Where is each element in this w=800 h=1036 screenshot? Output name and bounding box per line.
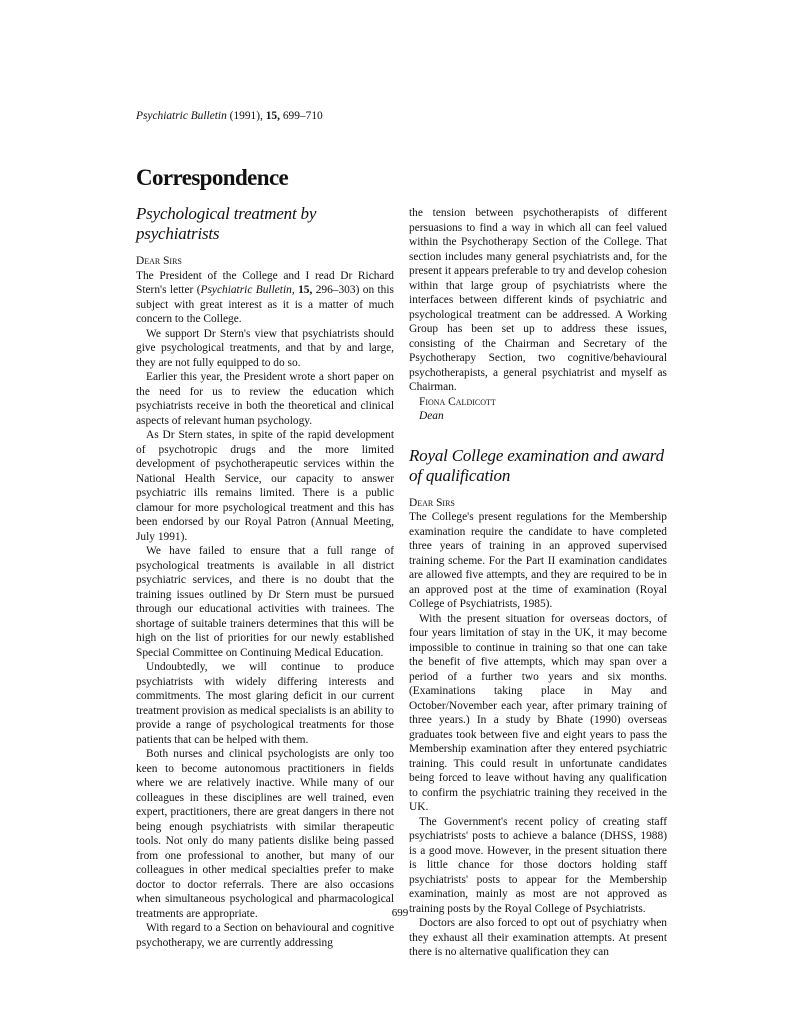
right-column — [409, 206, 667, 960]
author-role: Dean — [419, 410, 444, 422]
signature-name — [409, 395, 667, 410]
author-name: Fiona Caldicott — [419, 395, 496, 408]
paragraph: We support Dr Stern's view that psychiatrists should give psychological treatments, and that by and large, they are not fully equipped to do so. — [136, 327, 394, 369]
running-header — [136, 110, 323, 122]
cited-journal: Psychiatric Bulletin, — [200, 284, 295, 296]
paragraph: With regard to a Section on behavioural and cognitive psychotherapy, we are currently addressing — [136, 922, 394, 949]
article-title-psychological-treatment: Psychological treatment by psychiatrists — [136, 204, 317, 243]
paragraph-text: 296–303) on this subject with great interest as it is a matter of much concern to the College. — [136, 284, 394, 325]
paragraph: Earlier this year, the President wrote a short paper on the need for us to review the education which psychiatrists receive in both the theoretical and clinical aspects of relevant human psychology. — [136, 371, 394, 427]
paragraph-text: The President of the College and I read Dr Richard Stern's letter ( — [136, 269, 394, 296]
journal-year: (1991), — [229, 110, 263, 122]
paragraph: The Government's recent policy of creating staff psychiatrists' posts to achieve a balance (DHSS, 1988) is a good move. However, in the present situation there is little chance for those doctors holding staff psychiatrists' posts to appear for the Membership examination, mainly as most are not approved as training posts by the Royal College of Psychiatrists. — [409, 815, 667, 915]
paragraph: Undoubtedly, we will continue to produce psychiatrists with widely differing interests and commitments. The most glaring deficit in our current treatment provision as medical specialists is an ability to provide a range of psychological treatments for those patients that can be helped with them. — [136, 661, 394, 746]
paragraph: With the present situation for overseas doctors, of four years limitation of stay in the UK, it may become impossible to continue in training so that one can take the benefit of five attempts, which may span over a period of a further two years and six months. (Examinations taking place in May and October/November each year, after primary training of three years.) In a study by Bhate (1990) overseas graduates took between five and eight years to pass the Membership examination after they entered psychiatric training. This could result in unfortunate candidates being forced to leave without having any qualification to confirm the psychiatric training they received in the UK. — [409, 612, 667, 813]
paragraph: The College's present regulations for the Membership examination require the candidate to have completed three years of training in an approved supervised training scheme. For the Part II examination candidates are allowed five attempts, and they are required to be in an approved post at the time of examination (Royal College of Psychiatrists, 1985). — [409, 511, 667, 610]
signature-role — [409, 409, 667, 424]
paragraph: Doctors are also forced to opt out of psychiatry when they exhaust all their examination attempts. At present there is no alternative qualification they can — [409, 917, 667, 958]
journal-name: Psychiatric Bulletin — [136, 110, 227, 122]
paragraph: As Dr Stern states, in spite of the rapid development of psychotropic drugs and the more limited development of psychotherapeutic services within the National Health Service, our capacity to answer psychiatric ills remains limited. There is a public clamour for more psychological treatment and this has been endorsed by our Royal Patron (Annual Meeting, July 1991). — [136, 429, 394, 543]
paragraph — [136, 269, 394, 327]
left-column — [136, 204, 394, 950]
journal-volume: 15, — [265, 110, 280, 122]
salutation: Dear Sirs — [136, 255, 182, 267]
cited-volume: 15, — [298, 284, 313, 296]
paragraph: We have failed to ensure that a full range of psychological treatments is available in all district psychiatric services, and there is no doubt that the training issues outlined by Dr Stern must be pursued through our educational activities with trainees. The shortage of suitable trainers determines that this will be high on the list of priorities for our newly established Special Committee on Continuing Medical Education. — [136, 545, 394, 659]
article-title-royal-college: Royal College examination and award of qualification — [409, 445, 664, 485]
section-title: Correspondence — [136, 165, 289, 190]
paragraph-continuation: the tension between psychotherapists of different persuasions to find a way in which all can feel valued within the Psychotherapy Section of the College. That section includes many general psychiatrists and, for the present it appears preferable to try and develop cohesion within that large group of psychiatrists where the interfaces between different kinds of psychiatric and psychological treatment can be addressed. A Working Group has been set up to address these issues, consisting of the Chairman and Secretary of the Psychotherapy Section, two cognitive/behavioural psychotherapists, a general psychiatrist and myself as Chairman. — [409, 207, 667, 393]
salutation: Dear Sirs — [409, 496, 455, 509]
article-separator — [409, 424, 667, 446]
paragraph: Both nurses and clinical psychologists are only too keen to become autonomous practitioners in fields where we are relatively inactive. While many of our colleagues in these disciplines are well trained, even expert, practitioners, there are great dangers in there not being enough psychiatrists with similar therapeutic tools. Not only do many patients dislike being passed from one professional to another, but many of our colleagues in other medical specialties prefer to make doctor to doctor referrals. There are also occasions when simultaneous psychological and pharmacological treatments are appropriate. — [136, 748, 394, 920]
page-number: 699 — [391, 907, 409, 919]
journal-pages: 699–710 — [282, 110, 323, 122]
